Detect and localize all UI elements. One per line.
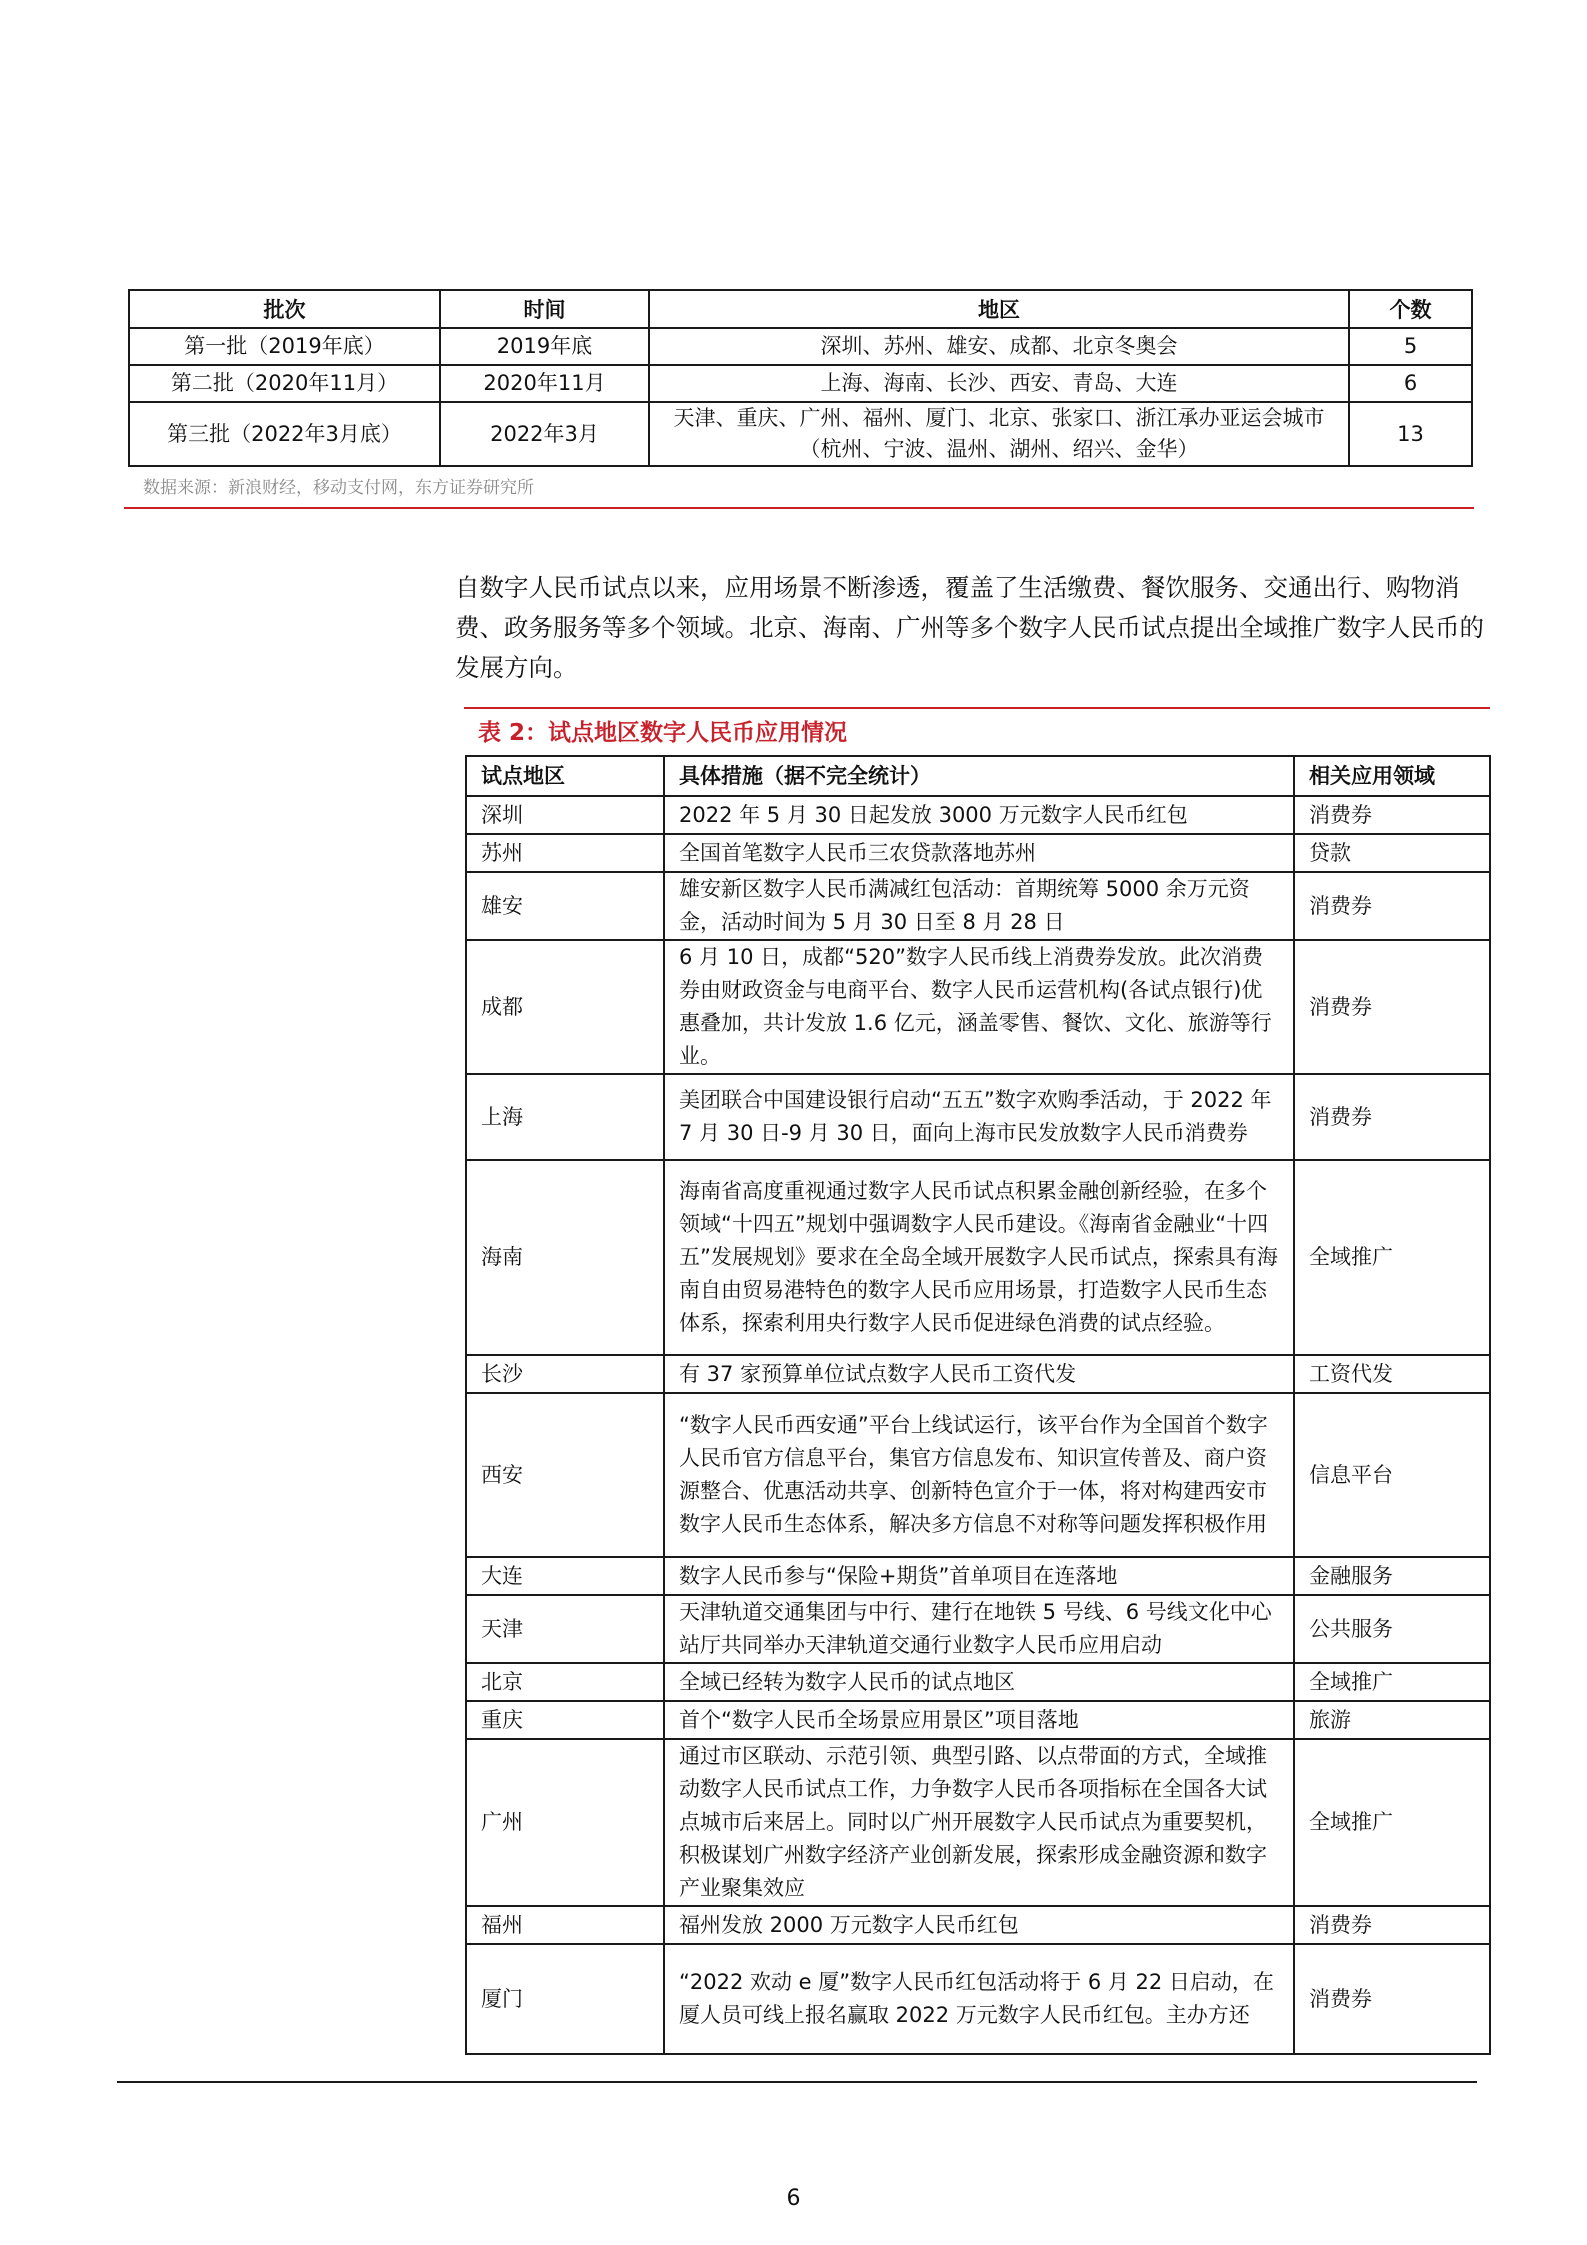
cell-batch: 第一批（2019年底） xyxy=(129,328,440,365)
cell-measure: 通过市区联动、示范引领、典型引路、以点带面的方式，全域推动数字人民币试点工作，力争数字人民币各项指标在全国各大试点城市后来居上。同时以广州开展数字人民币试点为重要契机，积极谋划广州数字经济产业创新发展，探索形成金融资源和数字产业聚集效应 xyxy=(664,1739,1294,1906)
table-row xyxy=(466,1595,1490,1663)
cell-region: 成都 xyxy=(466,940,664,1074)
cell-field: 消费券 xyxy=(1294,1906,1490,1944)
cell-measure: 全域已经转为数字人民币的试点地区 xyxy=(664,1663,1294,1701)
cell-measure: 6 月 10 日，成都“520”数字人民币线上消费券发放。此次消费券由财政资金与电商平台、数字人民币运营机构(各试点银行)优惠叠加，共计发放 1.6 亿元，涵盖零售、餐饮、文化、旅游等行业。 xyxy=(664,940,1294,1074)
header-region: 地区 xyxy=(649,290,1349,328)
header-pilot-region: 试点地区 xyxy=(466,756,664,796)
cell-count: 13 xyxy=(1349,402,1472,466)
pilot-batches-table xyxy=(128,289,1473,467)
cell-region: 北京 xyxy=(466,1663,664,1701)
table-row xyxy=(129,365,1472,402)
table-row xyxy=(466,940,1490,1074)
table-row xyxy=(466,1557,1490,1595)
cell-measure: 有 37 家预算单位试点数字人民币工资代发 xyxy=(664,1355,1294,1393)
cell-region: 大连 xyxy=(466,1557,664,1595)
cell-measure: “2022 欢动 e 厦”数字人民币红包活动将于 6 月 22 日启动，在厦人员可线上报名赢取 2022 万元数字人民币红包。主办方还 xyxy=(664,1944,1294,2054)
cell-region: 深圳 xyxy=(466,796,664,834)
cell-field: 消费券 xyxy=(1294,1074,1490,1160)
cell-measure: 首个“数字人民币全场景应用景区”项目落地 xyxy=(664,1701,1294,1739)
cell-region: 海南 xyxy=(466,1160,664,1355)
cell-region: 长沙 xyxy=(466,1355,664,1393)
cell-region: 天津 xyxy=(466,1595,664,1663)
cell-region: 上海、海南、长沙、西安、青岛、大连 xyxy=(649,365,1349,402)
table-row xyxy=(466,1739,1490,1906)
body-paragraph: 自数字人民币试点以来，应用场景不断渗透，覆盖了生活缴费、餐饮服务、交通出行、购物消费、政务服务等多个领域。北京、海南、广州等多个数字人民币试点提出全域推广数字人民币的发展方向。 xyxy=(455,573,1484,682)
cell-field: 旅游 xyxy=(1294,1701,1490,1739)
table-row xyxy=(129,328,1472,365)
cell-measure: 2022 年 5 月 30 日起发放 3000 万元数字人民币红包 xyxy=(664,796,1294,834)
header-batch: 批次 xyxy=(129,290,440,328)
cell-region: 天津、重庆、广州、福州、厦门、北京、张家口、浙江承办亚运会城市（杭州、宁波、温州、湖州、绍兴、金华） xyxy=(649,402,1349,466)
cell-measure: 美团联合中国建设银行启动“五五”数字欢购季活动，于 2022 年 7 月 30 日-9 月 30 日，面向上海市民发放数字人民币消费券 xyxy=(664,1074,1294,1160)
cell-field: 全域推广 xyxy=(1294,1739,1490,1906)
table-row xyxy=(129,402,1472,466)
table-row xyxy=(466,872,1490,940)
cell-measure: 全国首笔数字人民币三农贷款落地苏州 xyxy=(664,834,1294,872)
page-number: 6 xyxy=(786,2186,801,2211)
table-row xyxy=(466,1393,1490,1557)
cell-region: 西安 xyxy=(466,1393,664,1557)
cell-field: 消费券 xyxy=(1294,1944,1490,2054)
cell-measure: 天津轨道交通集团与中行、建行在地铁 5 号线、6 号线文化中心站厅共同举办天津轨道交通行业数字人民币应用启动 xyxy=(664,1595,1294,1663)
header-field: 相关应用领域 xyxy=(1294,756,1490,796)
cell-field: 公共服务 xyxy=(1294,1595,1490,1663)
cell-time: 2019年底 xyxy=(440,328,649,365)
header-count: 个数 xyxy=(1349,290,1472,328)
table-title: 表 2：试点地区数字人民币应用情况 xyxy=(478,720,848,746)
cell-region: 厦门 xyxy=(466,1944,664,2054)
table-row xyxy=(466,1355,1490,1393)
cell-region: 重庆 xyxy=(466,1701,664,1739)
header-measures: 具体措施（据不完全统计） xyxy=(664,756,1294,796)
table-row xyxy=(466,1906,1490,1944)
table-row xyxy=(466,1701,1490,1739)
table-row xyxy=(466,834,1490,872)
footer-rule xyxy=(117,2081,1477,2083)
cell-region: 福州 xyxy=(466,1906,664,1944)
cell-batch: 第二批（2020年11月） xyxy=(129,365,440,402)
cell-field: 信息平台 xyxy=(1294,1393,1490,1557)
cell-count: 5 xyxy=(1349,328,1472,365)
table-row xyxy=(466,1160,1490,1355)
table-row xyxy=(466,1663,1490,1701)
table-row xyxy=(466,1074,1490,1160)
cell-region: 雄安 xyxy=(466,872,664,940)
cell-count: 6 xyxy=(1349,365,1472,402)
cell-field: 贷款 xyxy=(1294,834,1490,872)
cell-measure: 数字人民币参与“保险+期货”首单项目在连落地 xyxy=(664,1557,1294,1595)
cell-measure: “数字人民币西安通”平台上线试运行，该平台作为全国首个数字人民币官方信息平台，集官方信息发布、知识宣传普及、商户资源整合、优惠活动共享、创新特色宣介于一体，将对构建西安市数字人民币生态体系，解决多方信息不对称等问题发挥积极作用 xyxy=(664,1393,1294,1557)
table-row xyxy=(466,796,1490,834)
cell-measure: 雄安新区数字人民币满减红包活动：首期统筹 5000 余万元资金，活动时间为 5 月 30 日至 8 月 28 日 xyxy=(664,872,1294,940)
cell-region: 广州 xyxy=(466,1739,664,1906)
cell-region: 深圳、苏州、雄安、成都、北京冬奥会 xyxy=(649,328,1349,365)
header-time: 时间 xyxy=(440,290,649,328)
divider-rule xyxy=(124,507,1474,509)
cell-field: 金融服务 xyxy=(1294,1557,1490,1595)
cell-batch: 第三批（2022年3月底） xyxy=(129,402,440,466)
cell-region: 上海 xyxy=(466,1074,664,1160)
cell-field: 消费券 xyxy=(1294,940,1490,1074)
cell-field: 消费券 xyxy=(1294,796,1490,834)
cell-region: 苏州 xyxy=(466,834,664,872)
cell-measure: 福州发放 2000 万元数字人民币红包 xyxy=(664,1906,1294,1944)
cell-measure: 海南省高度重视通过数字人民币试点积累金融创新经验，在多个领域“十四五”规划中强调数字人民币建设。《海南省金融业“十四五”发展规划》要求在全岛全域开展数字人民币试点，探索具有海南自由贸易港特色的数字人民币应用场景，打造数字人民币生态体系，探索利用央行数字人民币促进绿色消费的试点经验。 xyxy=(664,1160,1294,1355)
cell-field: 工资代发 xyxy=(1294,1355,1490,1393)
data-source: 数据来源：新浪财经，移动支付网，东方证券研究所 xyxy=(143,478,534,498)
cell-field: 消费券 xyxy=(1294,872,1490,940)
pilot-applications-table xyxy=(465,755,1491,2055)
cell-field: 全域推广 xyxy=(1294,1160,1490,1355)
cell-time: 2020年11月 xyxy=(440,365,649,402)
table-row xyxy=(466,1944,1490,2054)
divider-rule xyxy=(464,707,1490,709)
cell-field: 全域推广 xyxy=(1294,1663,1490,1701)
cell-time: 2022年3月 xyxy=(440,402,649,466)
